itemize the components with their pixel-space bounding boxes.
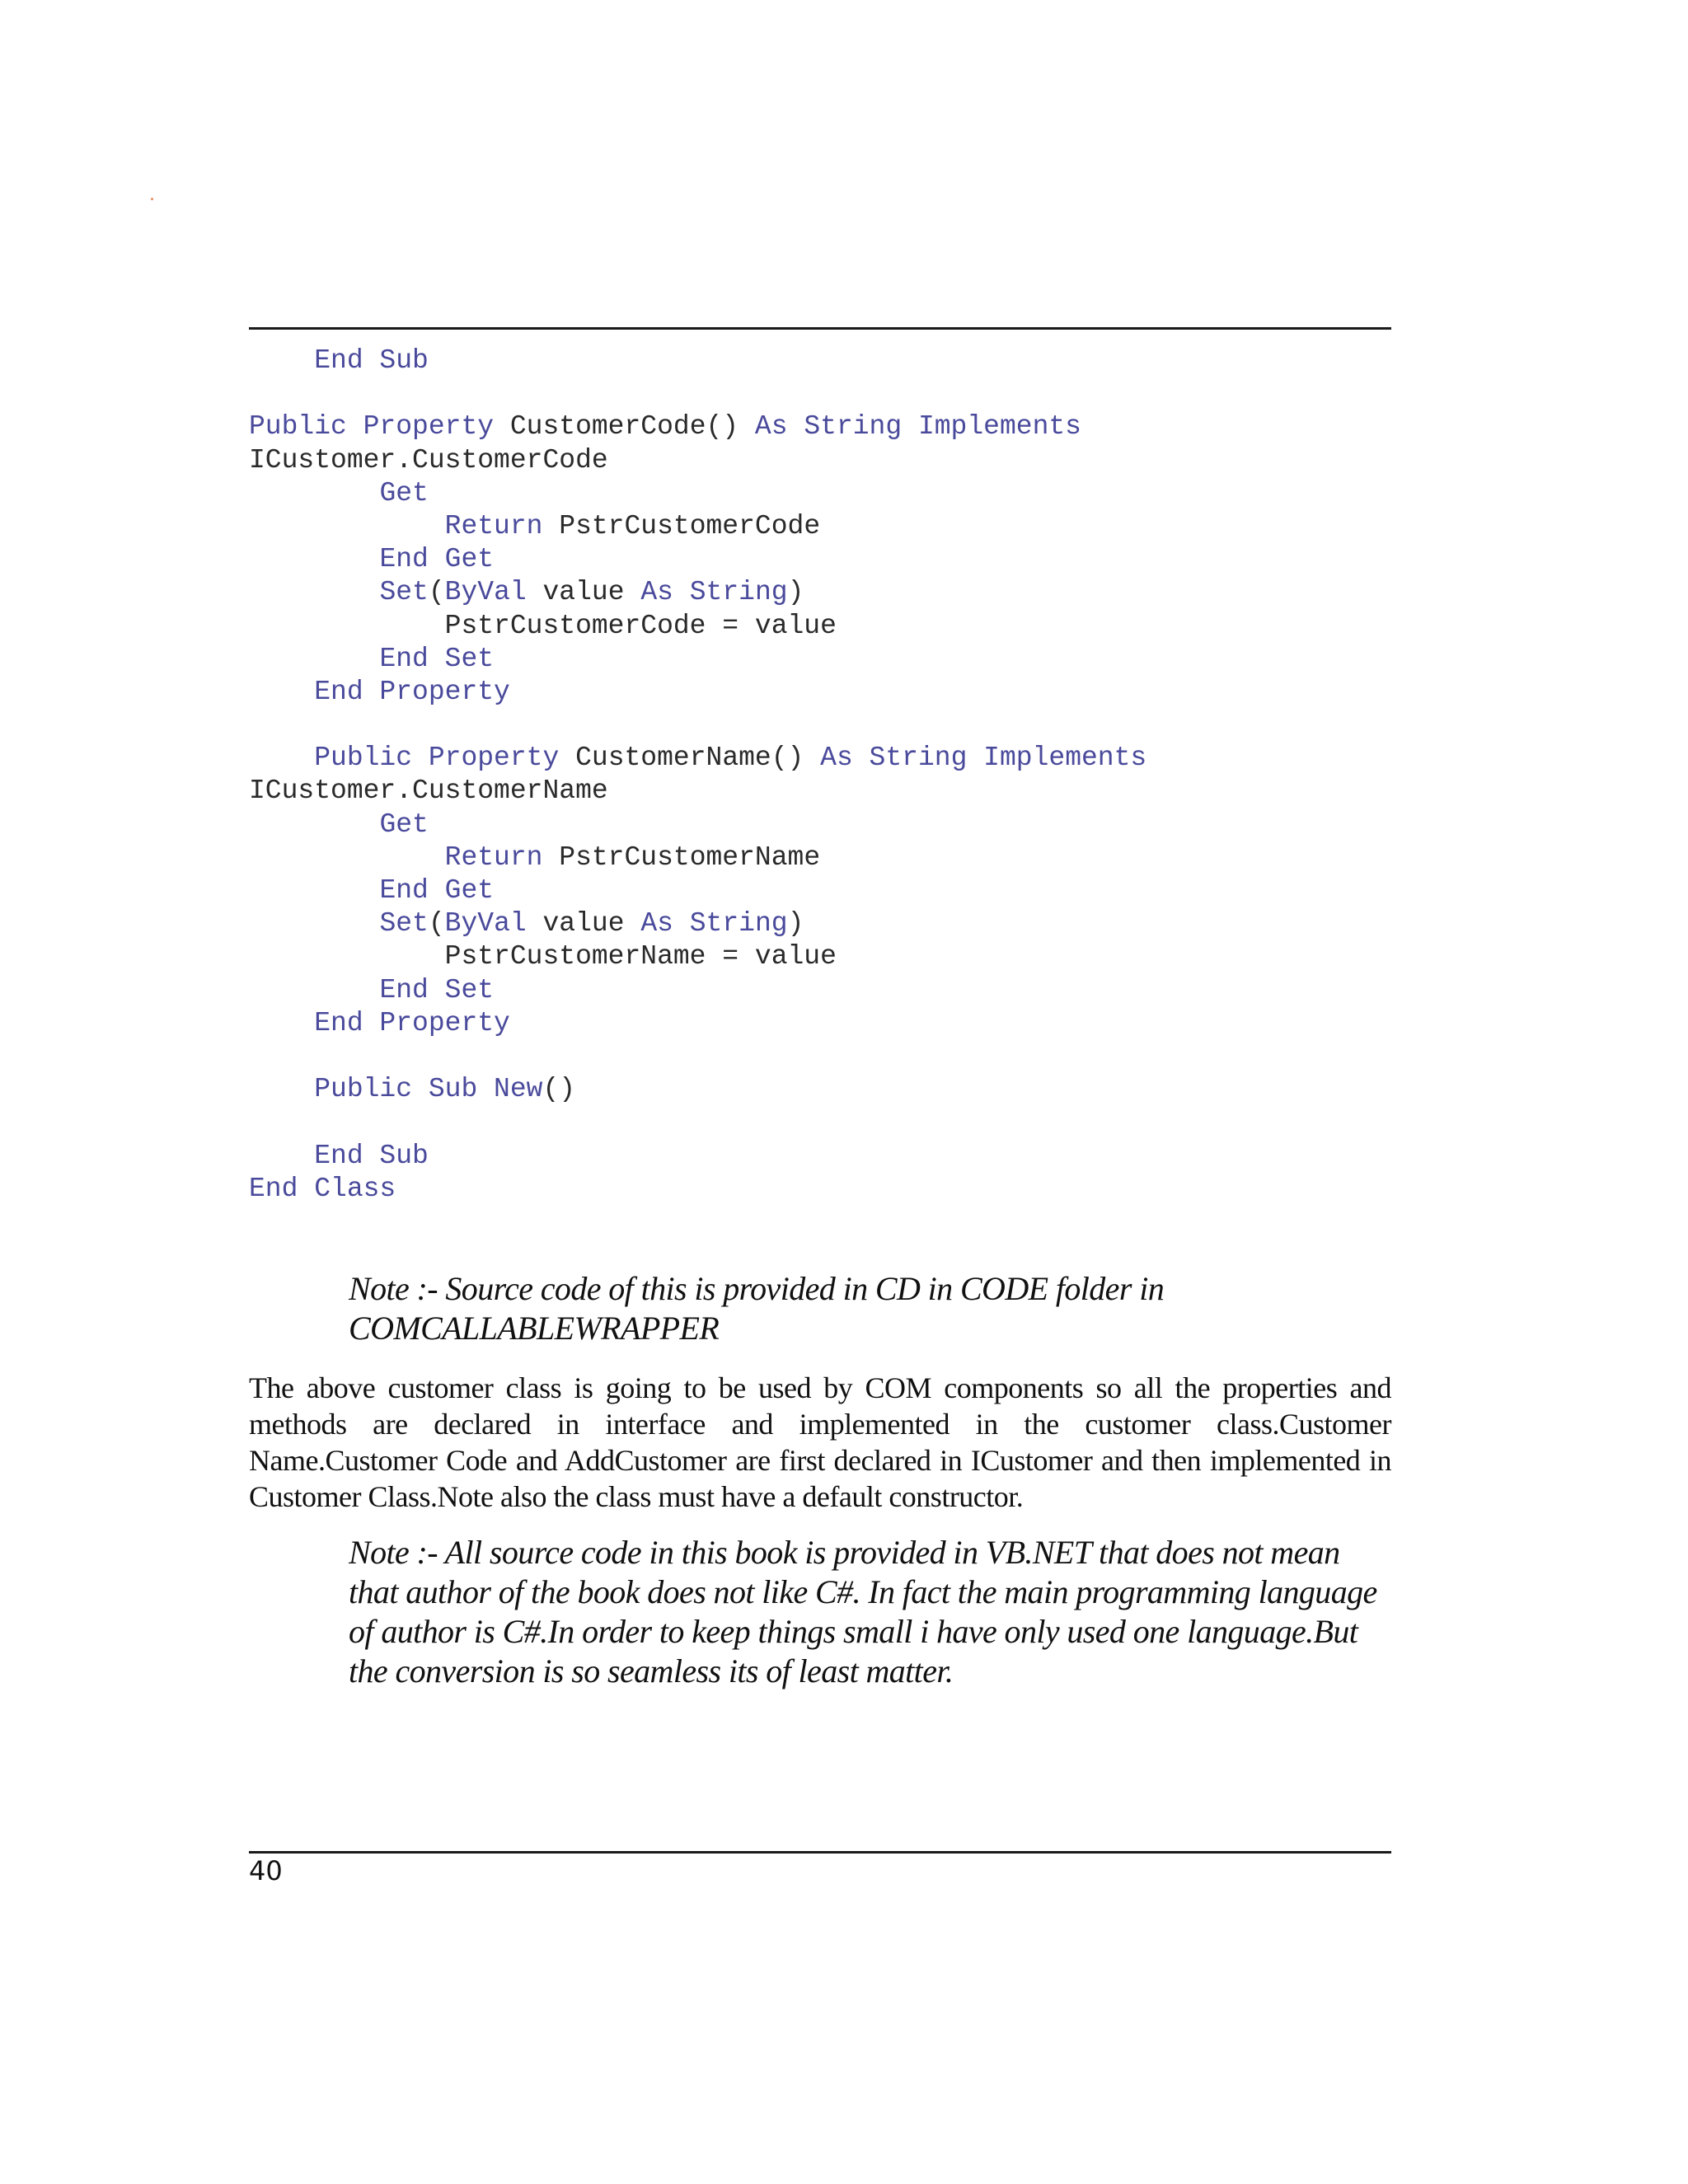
code-line xyxy=(249,543,1391,576)
language-note: Note :- All source code in this book is provided in VB.NET that does not mean that author of the book does not like C#. In fact the main programming language of author is C#.In order to keep things small i have only used one language.But the conversion is so seamless its of least matter. xyxy=(349,1534,1377,1690)
code-text: value xyxy=(526,577,641,608)
code-text: ) xyxy=(787,577,804,608)
code-keyword: As String xyxy=(640,908,788,940)
code-keyword: Return xyxy=(444,510,543,541)
code-text: ) xyxy=(787,908,804,940)
code-line xyxy=(249,410,1391,443)
header-rule xyxy=(249,327,1391,330)
page-number: 40 xyxy=(249,1855,283,1886)
body-paragraph: The above customer class is going to be used by COM components so all the properties and methods are declared in interface and implemented in the customer class.Customer Name.Customer Code and AddCustomer are first declared in ICustomer and then implemented in Customer Class.Note also the class must have a default constructor. xyxy=(249,1371,1391,1513)
code-listing xyxy=(249,344,1391,1206)
code-line xyxy=(249,1173,1391,1206)
code-keyword: End Set xyxy=(379,643,495,674)
code-text xyxy=(249,345,314,376)
code-keyword: Set xyxy=(379,908,429,940)
code-line xyxy=(249,477,1391,510)
code-text: ICustomer.CustomerName xyxy=(249,776,608,807)
code-text: ( xyxy=(428,908,445,940)
code-keyword: End Get xyxy=(379,544,495,575)
code-text xyxy=(249,1141,314,1171)
code-line xyxy=(249,1040,1391,1073)
code-line xyxy=(249,775,1391,808)
code-text: PstrCustomerName xyxy=(542,841,821,873)
code-line xyxy=(249,510,1391,543)
code-line xyxy=(249,610,1391,643)
code-keyword: ByVal xyxy=(444,577,527,608)
code-text: value xyxy=(526,908,641,940)
code-text xyxy=(249,975,379,1005)
footer-rule xyxy=(249,1851,1391,1854)
code-text xyxy=(249,1074,314,1104)
code-line xyxy=(249,676,1391,709)
code-text xyxy=(249,908,379,939)
source-code-note: Note :- Source code of this is provided in CD in CODE folder in COMCALLABLEWRAPPER xyxy=(349,1270,1165,1347)
code-keyword: As String xyxy=(640,577,788,608)
code-text xyxy=(249,478,379,509)
code-keyword: Public Property xyxy=(314,743,560,774)
code-line xyxy=(249,709,1391,742)
code-line xyxy=(249,1007,1391,1040)
code-keyword: End Set xyxy=(379,974,495,1005)
code-line xyxy=(249,907,1391,940)
code-line xyxy=(249,808,1391,841)
code-line xyxy=(249,344,1391,377)
code-line xyxy=(249,1073,1391,1106)
code-text xyxy=(249,875,379,906)
code-text xyxy=(249,1008,314,1038)
code-keyword: Public Sub New xyxy=(314,1074,543,1105)
code-keyword: Public Property xyxy=(249,411,495,443)
code-keyword: End Sub xyxy=(314,1140,429,1171)
code-line xyxy=(249,444,1391,477)
code-keyword: As String Implements xyxy=(754,411,1081,443)
code-keyword: End Get xyxy=(379,875,495,906)
code-line xyxy=(249,1106,1391,1139)
code-text xyxy=(249,809,379,840)
code-text xyxy=(249,577,379,607)
code-text: PstrCustomerCode = value xyxy=(249,610,837,641)
code-keyword: ByVal xyxy=(444,908,527,940)
code-text xyxy=(249,677,314,707)
code-text: () xyxy=(542,1074,576,1105)
code-text xyxy=(249,511,445,541)
code-text: CustomerCode() xyxy=(494,411,755,443)
code-line xyxy=(249,576,1391,609)
scan-speck xyxy=(151,198,153,200)
code-text: PstrCustomerCode xyxy=(542,510,821,541)
code-line xyxy=(249,377,1391,410)
code-line xyxy=(249,841,1391,874)
code-text: ICustomer.CustomerCode xyxy=(249,444,608,476)
code-line xyxy=(249,643,1391,676)
code-keyword: End Class xyxy=(249,1173,396,1204)
code-text: ( xyxy=(428,577,445,608)
code-text xyxy=(249,644,379,674)
code-text xyxy=(249,743,314,773)
code-keyword: End Property xyxy=(314,676,510,707)
code-line xyxy=(249,874,1391,907)
code-keyword: End Property xyxy=(314,1007,510,1038)
code-line xyxy=(249,742,1391,775)
code-text: CustomerName() xyxy=(559,743,821,774)
code-keyword: As String Implements xyxy=(820,743,1147,774)
code-keyword: Get xyxy=(379,477,429,509)
code-keyword: Get xyxy=(379,808,429,840)
code-keyword: Return xyxy=(444,841,543,873)
code-text xyxy=(249,842,445,873)
code-line xyxy=(249,940,1391,973)
code-line xyxy=(249,974,1391,1007)
code-line xyxy=(249,1140,1391,1173)
code-keyword: End Sub xyxy=(314,345,429,376)
code-text xyxy=(249,544,379,574)
code-keyword: Set xyxy=(379,577,429,608)
code-text: PstrCustomerName = value xyxy=(249,941,837,972)
